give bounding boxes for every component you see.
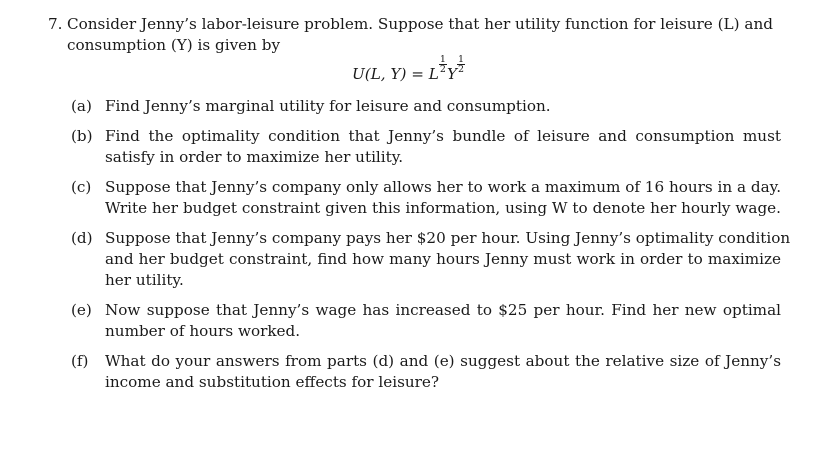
part-text bbox=[105, 177, 781, 219]
part-line: Find Jenny’s marginal utility for leisure and consumption. bbox=[105, 97, 551, 115]
part-text bbox=[105, 228, 791, 291]
part-line: and her budget constraint, find how many hours Jenny must work in order to maximize bbox=[105, 250, 781, 268]
problem-number: 7. bbox=[48, 15, 63, 33]
part-label: (d) bbox=[71, 229, 93, 247]
part-line: Suppose that Jenny’s company only allows her to work a maximum of 16 hours in a day. bbox=[105, 178, 782, 196]
part-line: Find the optimality condition that Jenny’s bundle of leisure and consumption must bbox=[105, 127, 781, 145]
part-line: Suppose that Jenny’s company pays her $20 per hour. Using Jenny’s optimality condition bbox=[105, 229, 791, 247]
part-line: income and substitution effects for leisure? bbox=[105, 373, 440, 391]
part-label: (a) bbox=[71, 97, 92, 115]
part-line: What do your answers from parts (d) and (e) suggest about the relative size of Jenny’s bbox=[105, 352, 781, 370]
part-text bbox=[105, 96, 781, 117]
intro-line-2: consumption (Y) is given by bbox=[67, 36, 281, 54]
part-label: (b) bbox=[71, 127, 93, 145]
part-line: her utility. bbox=[105, 271, 184, 289]
part-label: (f) bbox=[71, 352, 89, 370]
part-line: Write her budget constraint given this information, using W to denote her hourly wage. bbox=[105, 199, 781, 217]
part-line: satisfy in order to maximize her utility. bbox=[105, 148, 404, 166]
part-line: Now suppose that Jenny’s wage has increased to $25 per hour. Find her new optimal bbox=[105, 301, 781, 319]
intro-line-1: Consider Jenny’s labor-leisure problem. Suppose that her utility function for leisure (L) and bbox=[67, 15, 773, 33]
part-label: (c) bbox=[71, 178, 92, 196]
part-label: (e) bbox=[71, 301, 92, 319]
part-text bbox=[105, 351, 781, 393]
utility-equation: U(L, Y) = L $\frac{1}{2}$ Y $\frac{1}{2}$ bbox=[352, 54, 465, 83]
part-line: number of hours worked. bbox=[105, 322, 301, 340]
part-text bbox=[105, 300, 781, 342]
part-text bbox=[105, 126, 781, 168]
